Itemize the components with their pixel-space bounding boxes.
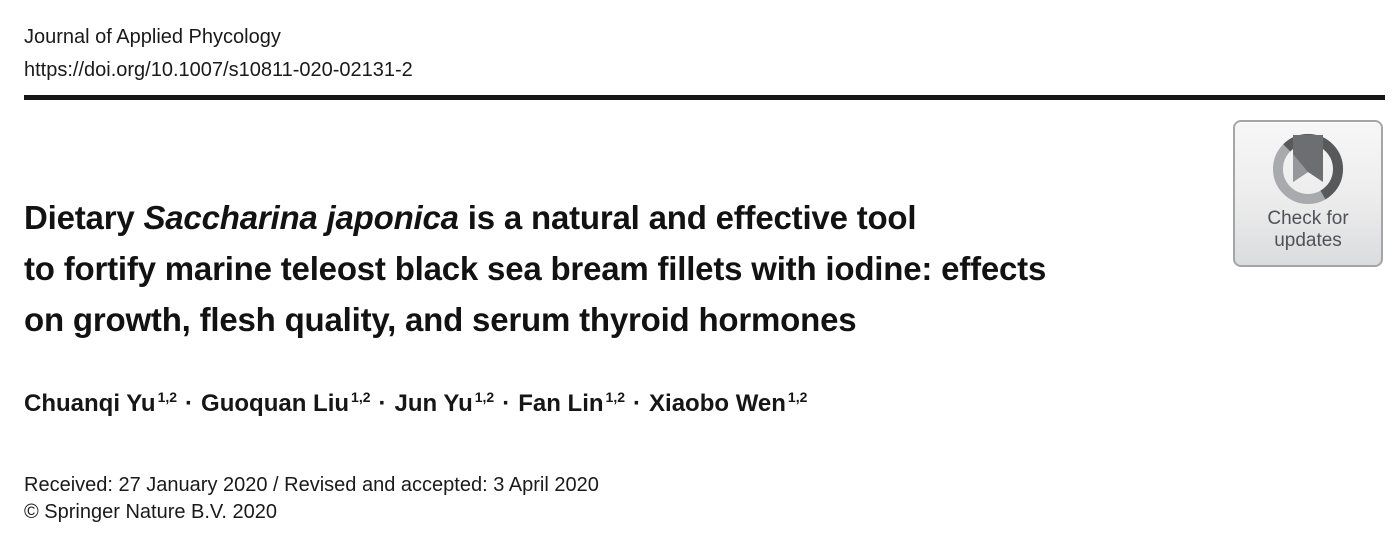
author-separator: · [502, 390, 511, 417]
journal-name: Journal of Applied Phycology [24, 26, 281, 48]
copyright-line: © Springer Nature B.V. 2020 [24, 501, 278, 523]
article-title [24, 192, 1046, 345]
received-accepted-line: Received: 27 January 2020 / Revised and accepted: 3 April 2020 [24, 474, 599, 496]
author-affiliation-sup: 1,2 [474, 389, 495, 405]
title-line2: to fortify marine teleost black sea bream fillets with iodine: effects [24, 250, 1047, 287]
masthead [24, 21, 413, 87]
author-name: Guoquan Liu [201, 390, 350, 417]
author-name: Jun Yu [394, 390, 473, 417]
author-affiliation-sup: 1,2 [157, 389, 178, 405]
author-name: Fan Lin [518, 390, 604, 417]
check-for-updates-label [1267, 208, 1348, 252]
author-separator: · [633, 390, 642, 417]
title-species-italic: Saccharina japonica [143, 199, 459, 236]
author-separator: · [378, 390, 387, 417]
author-name: Chuanqi Yu [24, 390, 156, 417]
author-affiliation-sup: 1,2 [351, 389, 371, 405]
author-name: Xiaobo Wen [649, 390, 786, 417]
article-meta [24, 472, 599, 526]
title-line3: on growth, flesh quality, and serum thyroid hormones [24, 301, 857, 338]
crossmark-icon [1269, 129, 1347, 207]
check-for-updates-badge[interactable] [1233, 120, 1383, 267]
title-prefix: Dietary [24, 199, 135, 236]
badge-label-line2: updates [1274, 230, 1342, 251]
doi-link[interactable]: https://doi.org/10.1007/s10811-020-02131-2 [24, 59, 413, 81]
author-affiliation-sup: 1,2 [787, 389, 808, 405]
author-separator: · [185, 390, 194, 417]
author-affiliation-sup: 1,2 [605, 389, 626, 405]
author-list [24, 389, 807, 421]
badge-label-line1: Check for [1267, 208, 1349, 229]
separator-rule [24, 95, 1385, 100]
title-rest-line1: is a natural and effective tool [467, 199, 917, 236]
